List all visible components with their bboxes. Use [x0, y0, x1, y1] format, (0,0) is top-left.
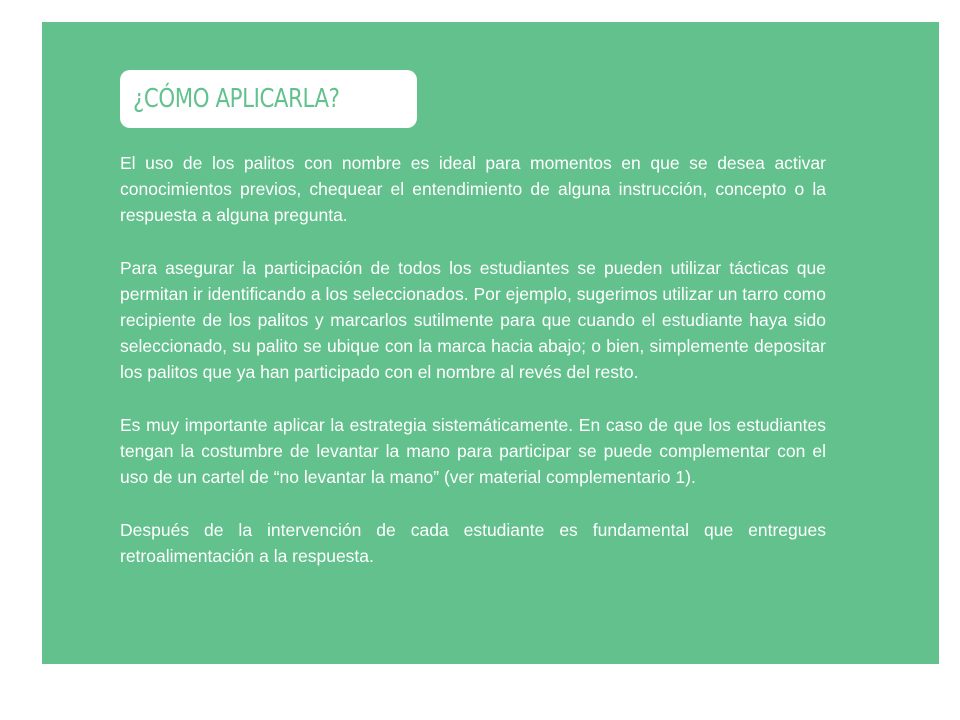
paragraph-2: Para asegurar la participación de todos los estudiantes se pueden utilizar tácticas que permitan ir identificando a los seleccionados. Por ejemplo, sugerimos utilizar un tarro como recipiente de los palitos y marcarlos sutilmente para que cuando el estudiante haya sido seleccionado, su palito se ubique con la marca hacia abajo; o bien, simplemente depositar los palitos que ya han participado con el nombre al revés del resto.: [120, 258, 826, 382]
title-box: [120, 70, 417, 128]
paragraph-1: El uso de los palitos con nombre es ideal para momentos en que se desea activar conocimientos previos, chequear el entendimiento de alguna instrucción, concepto o la respuesta a alguna pregunta.: [120, 153, 826, 225]
body-text: [120, 150, 826, 596]
section-title: ¿CÓMO APLICARLA?: [133, 84, 340, 114]
paragraph-4: Después de la intervención de cada estudiante es fundamental que entregues retroalimentación a la respuesta.: [120, 520, 826, 566]
paragraph-3: Es muy importante aplicar la estrategia sistemáticamente. En caso de que los estudiantes tengan la costumbre de levantar la mano para participar se puede complementar con el uso de un cartel de “no levantar la mano” (ver material complementario 1).: [120, 415, 826, 487]
content-panel: [42, 22, 939, 664]
